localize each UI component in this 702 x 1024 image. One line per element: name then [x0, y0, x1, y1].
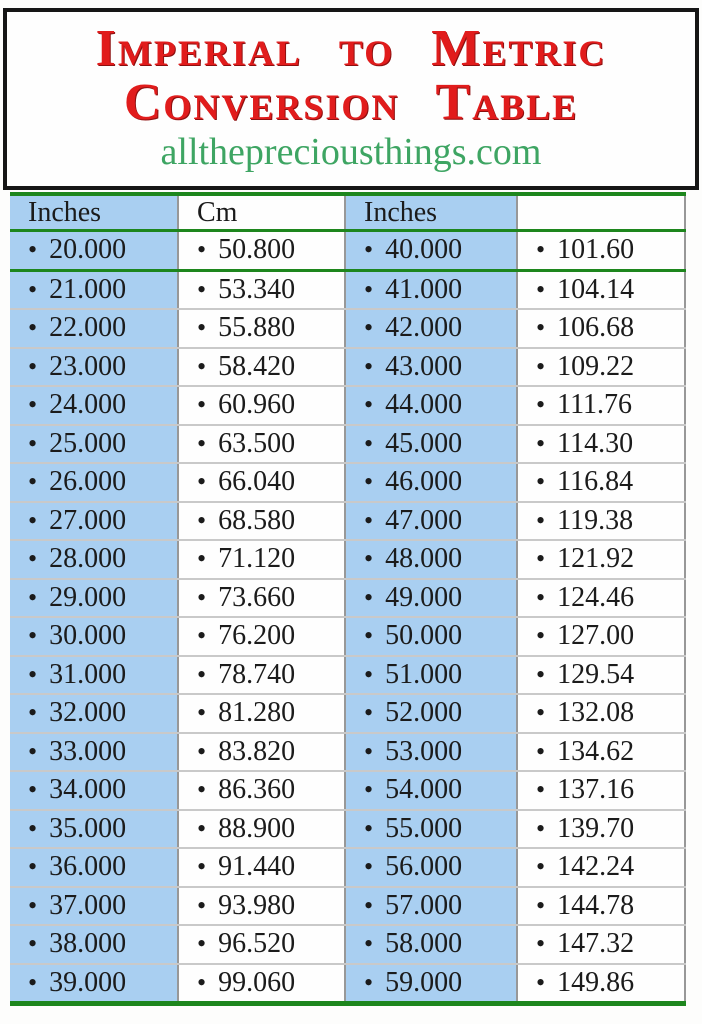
bullet-icon: • [536, 890, 546, 920]
cell-value: 127.00 [557, 620, 635, 652]
cell-value: 46.000 [385, 466, 463, 498]
cell-value: 142.24 [557, 851, 635, 883]
cell-value: 101.60 [557, 234, 635, 266]
cell-value: 111.76 [557, 389, 633, 421]
table-cell [177, 734, 346, 771]
table-cell [177, 965, 346, 1002]
bullet-icon: • [197, 736, 207, 766]
cell-value: 23.000 [49, 350, 127, 382]
table-cell [177, 888, 346, 925]
table-cell [346, 772, 516, 809]
bullet-icon: • [197, 698, 207, 728]
cell-value: 39.000 [49, 966, 127, 998]
bullet-icon: • [364, 929, 374, 959]
bullet-icon: • [536, 659, 546, 689]
cell-value: 29.000 [49, 581, 127, 613]
bullet-icon: • [364, 235, 374, 265]
bullet-icon: • [364, 390, 374, 420]
table-cell [10, 272, 177, 309]
bullet-icon: • [536, 390, 546, 420]
table-cell [346, 657, 516, 694]
bullet-icon: • [536, 428, 546, 458]
table-cell [177, 618, 346, 655]
cell-value: 78.740 [218, 658, 296, 690]
bullet-icon: • [536, 813, 546, 843]
cell-value: 27.000 [49, 504, 127, 536]
bullet-icon: • [197, 428, 207, 458]
bullet-icon: • [28, 621, 38, 651]
bullet-icon: • [536, 621, 546, 651]
table-cell [10, 926, 177, 963]
table-row [10, 272, 686, 311]
cell-value: 42.000 [385, 312, 463, 344]
table-cell [10, 888, 177, 925]
cell-value: 40.000 [385, 234, 463, 266]
table-cell [516, 232, 686, 269]
table-cell [10, 772, 177, 809]
bullet-icon: • [364, 505, 374, 535]
table-cell [177, 580, 346, 617]
cell-value: 88.900 [218, 812, 296, 844]
cell-value: 147.32 [557, 928, 635, 960]
table-header-row [10, 196, 686, 232]
cell-value: 45.000 [385, 427, 463, 459]
bullet-icon: • [364, 852, 374, 882]
cell-value: 44.000 [385, 389, 463, 421]
cell-value: 25.000 [49, 427, 127, 459]
bullet-icon: • [364, 621, 374, 651]
bullet-icon: • [364, 351, 374, 381]
cell-value: 31.000 [49, 658, 127, 690]
bullet-icon: • [197, 890, 207, 920]
table-cell [10, 541, 177, 578]
bullet-icon: • [28, 659, 38, 689]
table-cell [346, 349, 516, 386]
table-row [10, 695, 686, 734]
cell-value: 57.000 [385, 889, 463, 921]
table-cell [177, 926, 346, 963]
table-cell [10, 965, 177, 1002]
table-cell [10, 387, 177, 424]
column-header-cm-2 [516, 196, 686, 229]
bullet-icon: • [536, 235, 546, 265]
bullet-icon: • [536, 775, 546, 805]
bullet-icon: • [197, 544, 207, 574]
cell-value: 48.000 [385, 543, 463, 575]
table-cell [10, 695, 177, 732]
bullet-icon: • [28, 390, 38, 420]
table-cell [346, 503, 516, 540]
cell-value: 34.000 [49, 774, 127, 806]
table-cell [10, 503, 177, 540]
table-cell [346, 965, 516, 1002]
table-cell [516, 387, 686, 424]
cell-value: 50.800 [218, 234, 296, 266]
bullet-icon: • [364, 313, 374, 343]
table-cell [10, 310, 177, 347]
cell-value: 63.500 [218, 427, 296, 459]
table-cell [346, 232, 516, 269]
table-cell [177, 772, 346, 809]
table-row [10, 541, 686, 580]
cell-value: 124.46 [557, 581, 635, 613]
table-row [10, 772, 686, 811]
bullet-icon: • [28, 852, 38, 882]
table-cell [516, 272, 686, 309]
bullet-icon: • [197, 813, 207, 843]
bullet-icon: • [536, 929, 546, 959]
bullet-icon: • [28, 582, 38, 612]
table-row [10, 426, 686, 465]
cell-value: 109.22 [557, 350, 635, 382]
table-cell [177, 272, 346, 309]
table-cell [10, 232, 177, 269]
cell-value: 30.000 [49, 620, 127, 652]
bullet-icon: • [197, 852, 207, 882]
cell-value: 99.060 [218, 966, 296, 998]
bullet-icon: • [536, 698, 546, 728]
bullet-icon: • [536, 736, 546, 766]
cell-value: 21.000 [49, 273, 127, 305]
table-cell [346, 618, 516, 655]
cell-value: 116.84 [557, 466, 634, 498]
bullet-icon: • [536, 274, 546, 304]
cell-value: 58.000 [385, 928, 463, 960]
table-cell [10, 618, 177, 655]
cell-value: 53.340 [218, 273, 296, 305]
table-row [10, 811, 686, 850]
bullet-icon: • [536, 582, 546, 612]
table-cell [346, 734, 516, 771]
table-row [10, 349, 686, 388]
cell-value: 96.520 [218, 928, 296, 960]
bullet-icon: • [536, 313, 546, 343]
bullet-icon: • [364, 890, 374, 920]
table-row [10, 232, 686, 272]
page-title-line2: Conversion Table [123, 74, 579, 131]
cell-value: 36.000 [49, 851, 127, 883]
bullet-icon: • [197, 467, 207, 497]
cell-value: 35.000 [49, 812, 127, 844]
conversion-table [10, 192, 686, 1006]
cell-value: 144.78 [557, 889, 635, 921]
bullet-icon: • [364, 775, 374, 805]
table-cell [516, 541, 686, 578]
table-cell [10, 464, 177, 501]
table-cell [177, 349, 346, 386]
bullet-icon: • [28, 274, 38, 304]
table-cell [346, 387, 516, 424]
bullet-icon: • [536, 467, 546, 497]
table-cell [10, 734, 177, 771]
bullet-icon: • [536, 351, 546, 381]
cell-value: 38.000 [49, 928, 127, 960]
cell-value: 43.000 [385, 350, 463, 382]
title-card [3, 8, 699, 190]
table-body [10, 232, 686, 1001]
cell-value: 22.000 [49, 312, 127, 344]
cell-value: 49.000 [385, 581, 463, 613]
cell-value: 58.420 [218, 350, 296, 382]
cell-value: 134.62 [557, 735, 635, 767]
table-row [10, 888, 686, 927]
cell-value: 91.440 [218, 851, 296, 883]
bullet-icon: • [197, 621, 207, 651]
cell-value: 24.000 [49, 389, 127, 421]
cell-value: 71.120 [218, 543, 296, 575]
bullet-icon: • [28, 967, 38, 997]
column-header-inches-1: Inches [10, 196, 177, 229]
bullet-icon: • [28, 505, 38, 535]
table-cell [10, 657, 177, 694]
table-cell [177, 541, 346, 578]
table-cell [10, 849, 177, 886]
cell-value: 55.880 [218, 312, 296, 344]
table-cell [516, 503, 686, 540]
bullet-icon: • [28, 351, 38, 381]
table-cell [516, 734, 686, 771]
table-cell [516, 926, 686, 963]
cell-value: 106.68 [557, 312, 635, 344]
bullet-icon: • [197, 274, 207, 304]
table-cell [177, 426, 346, 463]
bullet-icon: • [364, 813, 374, 843]
table-cell [177, 464, 346, 501]
table-cell [346, 310, 516, 347]
table-cell [346, 541, 516, 578]
cell-value: 149.86 [557, 966, 635, 998]
bullet-icon: • [28, 698, 38, 728]
table-cell [177, 310, 346, 347]
cell-value: 119.38 [557, 504, 634, 536]
cell-value: 60.960 [218, 389, 296, 421]
cell-value: 93.980 [218, 889, 296, 921]
table-cell [516, 580, 686, 617]
cell-value: 68.580 [218, 504, 296, 536]
bullet-icon: • [364, 659, 374, 689]
bullet-icon: • [197, 582, 207, 612]
cell-value: 28.000 [49, 543, 127, 575]
table-cell [516, 464, 686, 501]
bullet-icon: • [28, 313, 38, 343]
bullet-icon: • [28, 929, 38, 959]
table-row [10, 657, 686, 696]
table-row [10, 580, 686, 619]
table-cell [177, 387, 346, 424]
bullet-icon: • [364, 428, 374, 458]
table-cell [516, 695, 686, 732]
cell-value: 53.000 [385, 735, 463, 767]
column-header-inches-2: Inches [346, 196, 516, 229]
cell-value: 37.000 [49, 889, 127, 921]
column-header-cm-1: Cm [177, 196, 346, 229]
cell-value: 33.000 [49, 735, 127, 767]
bullet-icon: • [28, 890, 38, 920]
table-row [10, 503, 686, 542]
table-row [10, 926, 686, 965]
table-cell [516, 888, 686, 925]
table-cell [177, 811, 346, 848]
bullet-icon: • [536, 505, 546, 535]
bullet-icon: • [28, 775, 38, 805]
bullet-icon: • [536, 852, 546, 882]
cell-value: 55.000 [385, 812, 463, 844]
table-cell [177, 232, 346, 269]
table-cell [177, 657, 346, 694]
bullet-icon: • [28, 544, 38, 574]
cell-value: 104.14 [557, 273, 635, 305]
bullet-icon: • [197, 505, 207, 535]
table-cell [177, 695, 346, 732]
table-cell [10, 349, 177, 386]
table-cell [516, 349, 686, 386]
bullet-icon: • [197, 390, 207, 420]
table-row [10, 965, 686, 1002]
table-row [10, 618, 686, 657]
cell-value: 26.000 [49, 466, 127, 498]
table-cell [177, 849, 346, 886]
bullet-icon: • [28, 736, 38, 766]
cell-value: 59.000 [385, 966, 463, 998]
cell-value: 114.30 [557, 427, 634, 459]
bullet-icon: • [197, 967, 207, 997]
bullet-icon: • [28, 235, 38, 265]
cell-value: 83.820 [218, 735, 296, 767]
bullet-icon: • [364, 736, 374, 766]
table-cell [516, 772, 686, 809]
table-cell [346, 580, 516, 617]
cell-value: 52.000 [385, 697, 463, 729]
bullet-icon: • [364, 274, 374, 304]
table-cell [346, 272, 516, 309]
cell-value: 73.660 [218, 581, 296, 613]
cell-value: 139.70 [557, 812, 635, 844]
cell-value: 20.000 [49, 234, 127, 266]
cell-value: 81.280 [218, 697, 296, 729]
cell-value: 66.040 [218, 466, 296, 498]
cell-value: 32.000 [49, 697, 127, 729]
website-url: allthepreciousthings.com [160, 131, 542, 173]
bullet-icon: • [364, 582, 374, 612]
cell-value: 50.000 [385, 620, 463, 652]
table-cell [346, 695, 516, 732]
cell-value: 129.54 [557, 658, 635, 690]
bullet-icon: • [536, 967, 546, 997]
cell-value: 86.360 [218, 774, 296, 806]
table-row [10, 849, 686, 888]
bullet-icon: • [197, 775, 207, 805]
table-row [10, 387, 686, 426]
cell-value: 132.08 [557, 697, 635, 729]
table-cell [177, 503, 346, 540]
table-cell [10, 580, 177, 617]
page-title-line1: Imperial to Metric [95, 20, 607, 77]
table-cell [10, 426, 177, 463]
table-cell [516, 657, 686, 694]
table-cell [516, 811, 686, 848]
bullet-icon: • [28, 813, 38, 843]
bullet-icon: • [536, 544, 546, 574]
bullet-icon: • [197, 235, 207, 265]
cell-value: 76.200 [218, 620, 296, 652]
bullet-icon: • [364, 698, 374, 728]
cell-value: 47.000 [385, 504, 463, 536]
table-cell [346, 926, 516, 963]
table-cell [516, 426, 686, 463]
table-cell [346, 464, 516, 501]
table-cell [346, 426, 516, 463]
bullet-icon: • [28, 428, 38, 458]
bullet-icon: • [197, 929, 207, 959]
table-cell [346, 811, 516, 848]
table-cell [516, 310, 686, 347]
table-cell [346, 888, 516, 925]
cell-value: 121.92 [557, 543, 635, 575]
bullet-icon: • [28, 467, 38, 497]
table-cell [516, 618, 686, 655]
cell-value: 51.000 [385, 658, 463, 690]
table-row [10, 734, 686, 773]
bullet-icon: • [364, 544, 374, 574]
table-cell [10, 811, 177, 848]
table-row [10, 310, 686, 349]
table-row [10, 464, 686, 503]
cell-value: 54.000 [385, 774, 463, 806]
cell-value: 41.000 [385, 273, 463, 305]
bullet-icon: • [364, 967, 374, 997]
bullet-icon: • [197, 659, 207, 689]
table-cell [516, 965, 686, 1002]
bullet-icon: • [197, 313, 207, 343]
bullet-icon: • [197, 351, 207, 381]
cell-value: 137.16 [557, 774, 635, 806]
bullet-icon: • [364, 467, 374, 497]
table-cell [516, 849, 686, 886]
cell-value: 56.000 [385, 851, 463, 883]
table-cell [346, 849, 516, 886]
